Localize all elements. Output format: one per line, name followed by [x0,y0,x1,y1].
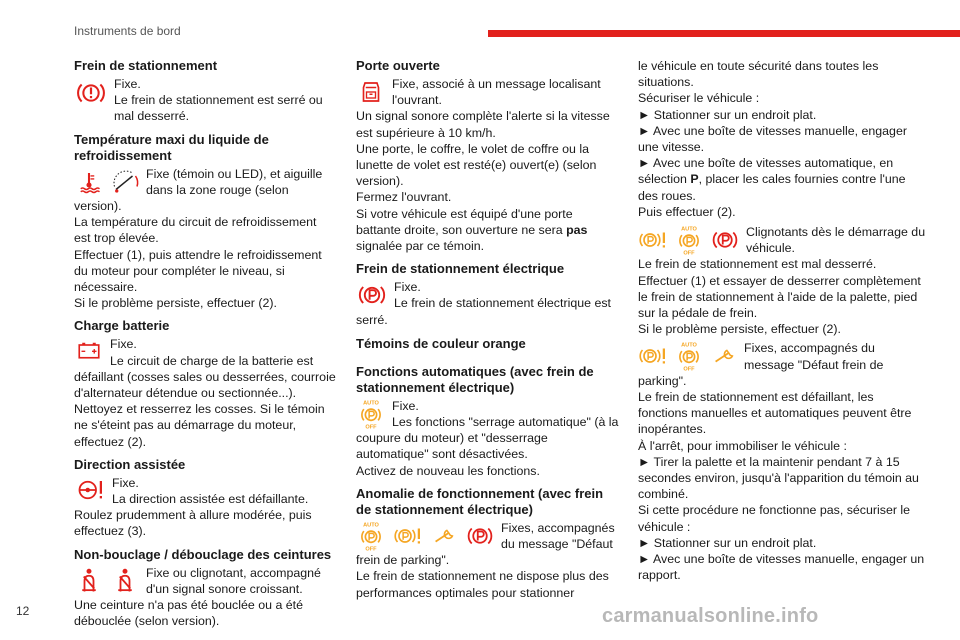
text: Activez de nouveau les fonctions. [356,463,540,478]
section-orange-warnings [356,336,620,352]
section-title: Anomalie de fonctionnement (avec frein de stationnement électrique) [356,485,604,517]
text: Le frein de stationnement électrique est serré. [356,296,611,327]
text: Clignotants dès le démarrage du véhicule. [746,225,926,256]
section-title: Charge batterie [74,318,170,334]
auto-off-parking-icon [674,224,704,256]
wrench-icon [710,342,738,370]
section-parking-brake [74,58,336,125]
seatbelt-icon [74,565,104,597]
seatbelt-icon [110,565,140,597]
text: Fixe. [114,77,141,91]
text: Le frein de stationnement est serré ou mal desserré. [114,93,323,124]
column-left [74,58,336,636]
text: Un signal sonore complète l'alerte si la vitesse est supérieure à 10 km/h. [356,109,610,140]
text: À l'arrêt, pour immobiliser le véhicule : [638,438,847,453]
section-malfunction [356,486,620,601]
parking-brake-fault-icon [638,225,668,255]
temperature-gauge-icon [110,167,140,197]
section-title: Direction assistée [74,456,186,472]
parking-brake-fault-icon [638,341,668,371]
section-title: Témoins de couleur orange [356,335,526,351]
page-number: 12 [16,604,30,618]
power-steering-icon [74,475,106,505]
section-title: Porte ouverte [356,58,440,73]
column-right [638,58,926,584]
text: Fixe ou clignotant, accompagné d'un signal sonore croissant. [146,565,321,596]
electric-parking-brake-icon [465,521,495,551]
section-battery-charge [74,318,336,449]
block-blinking [638,224,926,337]
text: ► Avec une boîte de vitesses manuelle, engager une vitesse. [638,123,907,155]
auto-off-parking-icon [356,398,386,430]
text: Nettoyez et resserrez les cosses. Si le témoin ne s'éteint pas au démarrage du moteur, effectuez (2). [74,402,325,449]
text: Sécuriser le véhicule : [638,91,760,106]
text: Fixe. [112,475,139,490]
section-door-open [356,58,620,254]
section-coolant-temperature [74,132,336,312]
section-title: Frein de stationnement [74,58,218,73]
text: ► Stationner sur un endroit plat. [638,535,817,550]
text: Fixes, accompagnés du message "Défaut frein de parking". [356,520,615,568]
text: Le frein de stationnement est défaillant, les fonctions manuelles et automatiques peuvent être inopérantes. [638,390,912,437]
electric-parking-brake-icon [356,279,388,311]
parking-brake-warning-icon [74,76,108,110]
auto-off-parking-icon [356,520,386,552]
text: Fixe. [394,280,421,295]
battery-icon [74,336,104,366]
text: Le circuit de charge de la batterie est défaillant (cosses sales ou desserrées, courroie d'alternateur détendue ou sectionnée...). [74,353,336,401]
watermark: carmanualsonline.info [602,605,819,627]
section-title: Fonctions automatiques (avec frein de stationnement électrique) [356,363,594,395]
door-open-icon [356,76,386,108]
text: Une ceinture n'a pas été bouclée ou a été débouclée (selon version). [74,598,304,629]
text: Fixe. [110,337,137,352]
section-seatbelt [74,547,336,630]
text: Une porte, le coffre, le volet de coffre ou la lunette de volet est resté(e) ouvert(e) (selon version). [356,141,597,189]
text: Fixe (témoin ou LED), et aiguille dans la zone rouge (selon version). [74,166,323,214]
text: Si cette procédure ne fonctionne pas, sécuriser le véhicule : [638,503,911,534]
text: Roulez prudemment à allure modérée, puis effectuez (3). [74,508,312,539]
text: La direction assistée est défaillante. [112,492,309,507]
electric-parking-brake-icon [710,225,740,255]
parking-brake-fault-icon [393,521,423,551]
header-accent-bar [488,30,960,37]
section-title: Frein de stationnement électrique [356,261,565,277]
block-fixed-fault [638,340,926,583]
text: Le frein de stationnement est mal desserré. [638,257,877,272]
section-power-steering [74,457,336,540]
text: ► Stationner sur un endroit plat. [638,107,817,122]
wrench-icon [430,522,458,550]
text: Puis effectuer (2). [638,204,736,219]
text: ► Avec une boîte de vitesses manuelle, engager un rapport. [638,552,925,583]
section-title: Non-bouclage / débouclage des ceintures [74,546,332,562]
header-title: Instruments de bord [74,24,181,38]
section-electric-parking-brake [356,261,620,328]
text: Fixes, accompagnés du message "Défaut frein de parking". [638,341,884,388]
text: Effectuer (1), puis attendre le refroidissement du moteur pour compléter le niveau, si nécessaire. [74,247,322,295]
text: La température du circuit de refroidissement est trop élevée. [74,215,317,246]
text: Fixe. [392,398,419,413]
column-middle [356,58,620,608]
text: ► Avec une boîte de vitesses automatique, en sélection P, placer les cales fournies contre l'une des roues. [638,156,906,203]
coolant-temperature-icon [74,167,104,197]
section-title: Température maxi du liquide de refroidissement [74,131,269,163]
text: Effectuer (1) et essayer de desserrer complètement le frein de stationnement à l'aide de la palette, pied sur la pédale de frein. [638,273,921,321]
auto-off-parking-icon [674,340,704,372]
text: Si votre véhicule est équipé d'une porte battante droite, son ouverture ne sera pas signalée par ce témoin. [356,206,588,254]
text: Si le problème persiste, effectuer (2). [74,296,277,311]
text: Fermez l'ouvrant. [356,190,452,205]
text: Le frein de stationnement ne dispose plus des performances optimales pour stationner [356,569,609,600]
text: Les fonctions "serrage automatique" (à la coupure du moteur) et "desserrage automatique" sont désactivées. [356,415,619,462]
text: ► Tirer la palette et la maintenir pendant 7 à 15 secondes environ, jusqu'à l'apparition du témoin au combiné. [638,454,919,502]
text: le véhicule en toute sécurité dans toutes les situations. [638,59,879,90]
text: Fixe, associé à un message localisant l'ouvrant. [392,77,601,108]
section-automatic-functions [356,364,620,479]
text: Si le problème persiste, effectuer (2). [638,322,841,337]
